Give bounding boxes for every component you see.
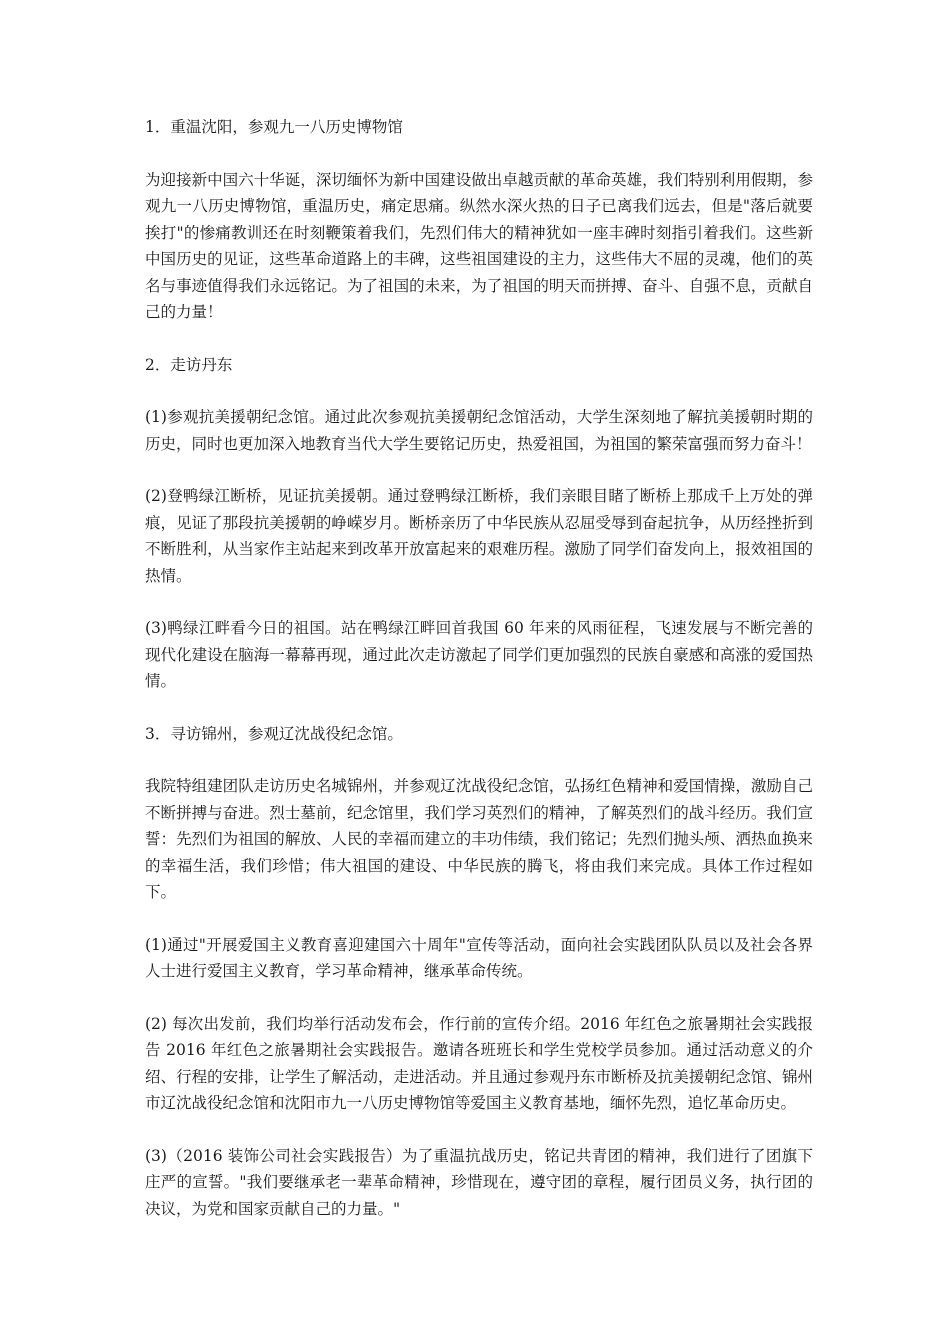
paragraph: (1)参观抗美援朝纪念馆。通过此次参观抗美援朝纪念馆活动，大学生深刻地了解抗美援朝时期的历史，同时也更加深入地教育当代大学生要铭记历史，热爱祖国，为祖国的繁荣富强而努力奋斗！	[145, 408, 813, 453]
section-heading-1: 1．重温沈阳，参观九一八历史博物馆	[145, 118, 403, 136]
paragraph: (3)（2016 装饰公司社会实践报告）为了重温抗战历史，铭记共青团的精神，我们进行了团旗下庄严的宣誓。"我们要继承老一辈革命精神，珍惜现在，遵守团的章程，履行团员义务，执行团的决议，为党和国家贡献自己的力量。"	[145, 1146, 813, 1218]
paragraph: (2) 每次出发前，我们均举行活动发布会，作行前的宣传介绍。2016 年红色之旅暑期社会实践报告 2016 年红色之旅暑期社会实践报告。邀请各班班长和学生党校学员参加。通过活动意义的介绍、行程的安排，让学生了解活动，走进活动。并且通过参观丹东市断桥及抗美援朝纪念馆、锦州市辽沈战役纪念馆和沈阳市九一八历史博物馆等爱国主义教育基地，缅怀先烈，追忆革命历史。	[145, 1014, 813, 1112]
document-body	[145, 114, 813, 1248]
paragraph: (2)登鸭绿江断桥，见证抗美援朝。通过登鸭绿江断桥，我们亲眼目睹了断桥上那成千上万处的弹痕，见证了那段抗美援朝的峥嵘岁月。断桥亲历了中华民族从忍屈受辱到奋起抗争，从历经挫折到不断胜利，从当家作主站起来到改革开放富起来的艰难历程。激励了同学们奋发向上，报效祖国的热情。	[145, 487, 813, 585]
paragraph: (1)通过"开展爱国主义教育喜迎建国六十周年"宣传等活动，面向社会实践团队队员以及社会各界人士进行爱国主义教育，学习革命精神，继承革命传统。	[145, 935, 813, 980]
paragraph: 我院特组建团队走访历史名城锦州，并参观辽沈战役纪念馆，弘扬红色精神和爱国情操，激励自己不断拼搏与奋进。烈士墓前，纪念馆里，我们学习英烈们的精神，了解英烈们的战斗经历。我们宣誓：先烈们为祖国的解放、人民的幸福而建立的丰功伟绩，我们铭记；先烈们抛头颅、洒热血换来的幸福生活，我们珍惜；伟大祖国的建设、中华民族的腾飞，将由我们来完成。具体工作过程如下。	[145, 777, 813, 901]
section-heading-2: 2．走访丹东	[145, 355, 233, 374]
section-heading-3: 3．寻访锦州，参观辽沈战役纪念馆。	[145, 724, 403, 743]
paragraph: (3)鸭绿江畔看今日的祖国。站在鸭绿江畔回首我国 60 年来的风雨征程，飞速发展与不断完善的现代化建设在脑海一幕幕再现，通过此次走访激起了同学们更加强烈的民族自豪感和高涨的爱国热情。	[145, 619, 813, 690]
paragraph: 为迎接新中国六十华诞，深切缅怀为新中国建设做出卓越贡献的革命英雄，我们特别利用假期，参观九一八历史博物馆，重温历史，痛定思痛。纵然水深火热的日子已离我们远去，但是"落后就要挨打"的惨痛教训还在时刻鞭策着我们，先烈们伟大的精神犹如一座丰碑时刻指引着我们。这些新中国历史的见证，这些革命道路上的丰碑，这些祖国建设的主力，这些伟大不屈的灵魂，他们的英名与事迹值得我们永远铭记。为了祖国的未来，为了祖国的明天而拼搏、奋斗、自强不息，贡献自己的力量！	[145, 170, 813, 321]
